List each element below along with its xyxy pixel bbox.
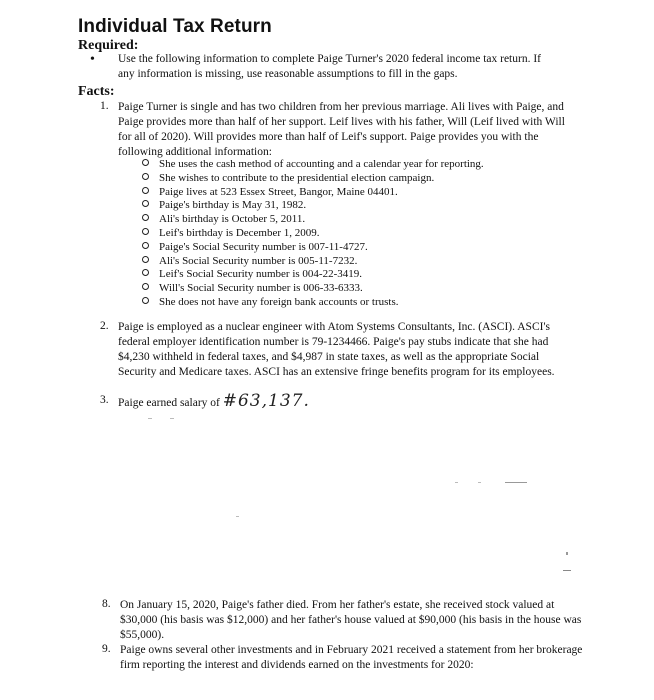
fact-1-subitem-text: Paige's Social Security number is 007-11-4727.: [159, 240, 368, 253]
document-title: Individual Tax Return: [78, 16, 272, 37]
circle-bullet-icon: [142, 200, 149, 207]
fact-3-line: [118, 391, 570, 411]
circle-bullet-icon: [142, 283, 149, 290]
fact-1-subitem-text: Ali's birthday is October 5, 2011.: [159, 213, 306, 226]
circle-bullet-icon: [142, 228, 149, 235]
fact-3-number: 3.: [100, 394, 109, 406]
fact-1-text: Paige Turner is single and has two children from her previous marriage. Ali lives with Paige, and Paige provides more than half of her support. Leif lives with his father, Will (Leif lived with Will for all of 2020). Will provides more than half of Leif's support. Paige provides you with the following additional information:: [118, 101, 565, 158]
fact-1-subitem: [142, 254, 357, 268]
fact-1-subitem-text: Paige's birthday is May 31, 1982.: [159, 199, 307, 212]
fact-2-number: 2.: [100, 320, 109, 332]
fact-1-subitem: [142, 171, 434, 185]
fact-1-subitem: [142, 240, 368, 254]
scan-mark: [455, 482, 458, 483]
circle-bullet-icon: [142, 187, 149, 194]
fact-1-subitem-text: Leif's birthday is December 1, 2009.: [159, 227, 320, 239]
fact-1-subitem-text: Leif's Social Security number is 004-22-3419.: [159, 268, 363, 281]
fact-1-subitem-text: She uses the cash method of accounting and a calendar year for reporting.: [159, 158, 484, 170]
fact-2-text: Paige is employed as a nuclear engineer with Atom Systems Consultants, Inc. (ASCI). ASCI's federal employer identification number is 79-1234466. Paige's pay stubs indicate that she had $4,230 withheld in federal taxes, and $4,987 in state taxes, as well as the appropriate Social Security and Medicare taxes. ASCI has an extensive fringe benefits program for its employees.: [118, 321, 555, 378]
fact-8-number: 8.: [102, 598, 111, 610]
bullet-icon: •: [90, 52, 95, 67]
fact-8-text: On January 15, 2020, Paige's father died. From her father's estate, she received stock valued at $30,000 (his basis was $12,000) and her father's house valued at $90,000 (his basis in the house was $55,000).: [120, 599, 582, 641]
fact-1-subitem-text: Ali's Social Security number is 005-11-7232.: [159, 254, 358, 267]
fact-1-subitem: [142, 185, 398, 199]
fact-1-subitem: [142, 226, 320, 240]
fact-1-subitem: [142, 198, 306, 212]
facts-heading: Facts:: [78, 84, 115, 99]
fact-1-subitem-text: Will's Social Security number is 006-33-6333.: [159, 282, 363, 295]
circle-bullet-icon: [142, 297, 149, 304]
scan-mark: [148, 418, 152, 419]
fact-9-text: Paige owns several other investments and in February 2021 received a statement from her brokerage firm reporting the interest and dividends earned on the investments for 2020:: [120, 644, 583, 671]
fact-1-number: 1.: [100, 100, 109, 112]
scan-mark: [566, 552, 568, 555]
scan-mark: [170, 418, 174, 419]
fact-1-subitem: [142, 157, 484, 171]
fact-1-subitem: [142, 281, 363, 295]
fact-1-subitem-text: She wishes to contribute to the presidential election campaign.: [159, 171, 435, 184]
required-heading: Required:: [78, 38, 139, 53]
fact-1-subitem: [142, 212, 305, 226]
fact-1-subitem: [142, 295, 399, 309]
circle-bullet-icon: [142, 159, 149, 166]
required-text: Use the following information to complete Paige Turner's 2020 federal income tax return. If any information is missing, use reasonable assumptions to fill in the gaps.: [118, 53, 541, 80]
fact-1-subitem-text: Paige lives at 523 Essex Street, Bangor, Maine 04401.: [159, 185, 398, 198]
scan-mark: [478, 482, 481, 483]
circle-bullet-icon: [142, 173, 149, 180]
fact-1-subitem: [142, 267, 362, 281]
fact-1-subitem-text: She does not have any foreign bank accounts or trusts.: [159, 296, 399, 308]
fact-9-number: 9.: [102, 643, 111, 655]
fact-3-text: Paige earned salary of: [118, 397, 220, 409]
scan-mark: [236, 516, 239, 517]
circle-bullet-icon: [142, 256, 149, 263]
circle-bullet-icon: [142, 269, 149, 276]
scan-mark: [563, 570, 571, 571]
scan-mark: [505, 482, 527, 483]
circle-bullet-icon: [142, 242, 149, 249]
handwritten-salary: #63,137.: [222, 391, 310, 411]
circle-bullet-icon: [142, 214, 149, 221]
